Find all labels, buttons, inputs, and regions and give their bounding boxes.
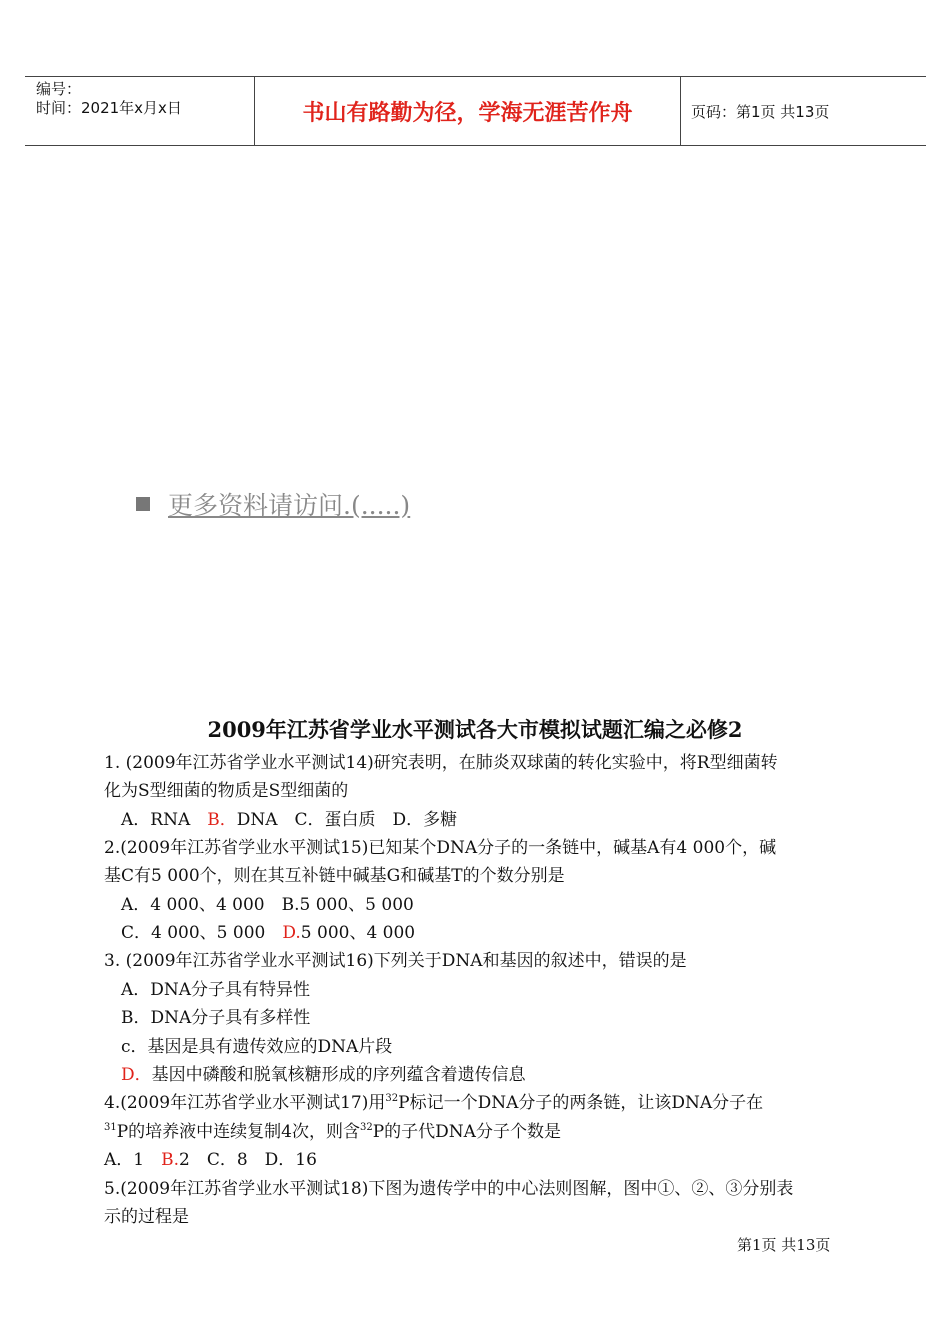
header-table [25,76,926,146]
q1-answer-marker: B． [207,810,237,830]
q1-options-rest: DNA C．蛋白质 D．多糖 [236,810,458,830]
q1-option-a: A．RNA [121,810,191,830]
q4-line1-b: P标记一个DNA分子的两条链，让该DNA分子在 [398,1093,764,1113]
q4-option-a: A．1 [104,1150,162,1170]
number-label: 编号： [36,80,82,98]
q4-line2-a: P的培养液中连续复制4次，则含 [116,1122,360,1142]
q4-sup-32: 32 [385,1093,399,1104]
q3-option-c: c．基因是具有遗传效应的DNA片段 [121,1037,393,1057]
q2-answer-marker: D. [282,923,301,943]
q3-answer-marker: D． [121,1065,152,1085]
q2-option-d-rest: 5 000、4 000 [300,923,416,943]
q4-options-rest: 2 C．8 D．16 [179,1150,317,1170]
document-title: 2009年江苏省学业水平测试各大市模拟试题汇编之必修2 [207,717,743,742]
q1-options [121,805,457,830]
q2-option-c: C．4 000、5 000 [121,923,283,943]
q4-sup-31: 31 [104,1122,117,1133]
header-page-info: 页码：第1页 共13页 [691,102,830,121]
q2-options-1: A．4 000、4 000 B.5 000、5 000 [121,895,414,915]
bullet-square-icon [136,497,150,511]
q1-line1: 1. (2009年江苏省学业水平测试14)研究表明，在肺炎双球菌的转化实验中，将R型细菌转 [104,753,778,773]
q3-option-d [121,1060,526,1085]
q4-sup-32b: 32 [360,1122,373,1133]
q4-line2 [104,1117,561,1142]
q4-line1 [104,1088,763,1113]
more-resources-text[interactable]: 更多资料请访问.(.....) [168,491,411,520]
q2-line2: 基C有5 000个，则在其互补链中碱基G和碱基T的个数分别是 [104,866,565,886]
more-resources-link[interactable] [136,486,410,522]
q2-options-2 [121,918,415,943]
q4-line2-b: P的子代DNA分子个数是 [372,1122,561,1142]
header-meta-cell [25,77,254,145]
time-label: 时间：2021年x月x日 [36,99,182,117]
q3-option-d-rest: 基因中磷酸和脱氧核糖形成的序列蕴含着遗传信息 [151,1065,526,1085]
q5-line2: 示的过程是 [104,1207,189,1227]
q4-line1-a: 4.(2009年江苏省学业水平测试17)用 [104,1093,386,1113]
q3-option-b: B．DNA分子具有多样性 [121,1008,311,1028]
q3-line1: 3. (2009年江苏省学业水平测试16)下列关于DNA和基因的叙述中，错误的是 [104,951,687,971]
header-motto: 书山有路勤为径，学海无涯苦作舟 [302,100,633,126]
q5-line1: 5.(2009年江苏省学业水平测试18)下图为遗传学中的中心法则图解，图中①、②、③分别表 [104,1179,794,1199]
q4-answer-marker: B. [161,1150,179,1170]
q2-line1: 2.(2009年江苏省学业水平测试15)已知某个DNA分子的一条链中，碱基A有4 000个，碱 [104,838,777,858]
page-footer: 第1页 共13页 [737,1236,831,1254]
q3-option-a: A．DNA分子具有特异性 [121,980,311,1000]
q4-options [104,1145,317,1170]
q1-line2: 化为S型细菌的物质是S型细菌的 [104,781,349,801]
